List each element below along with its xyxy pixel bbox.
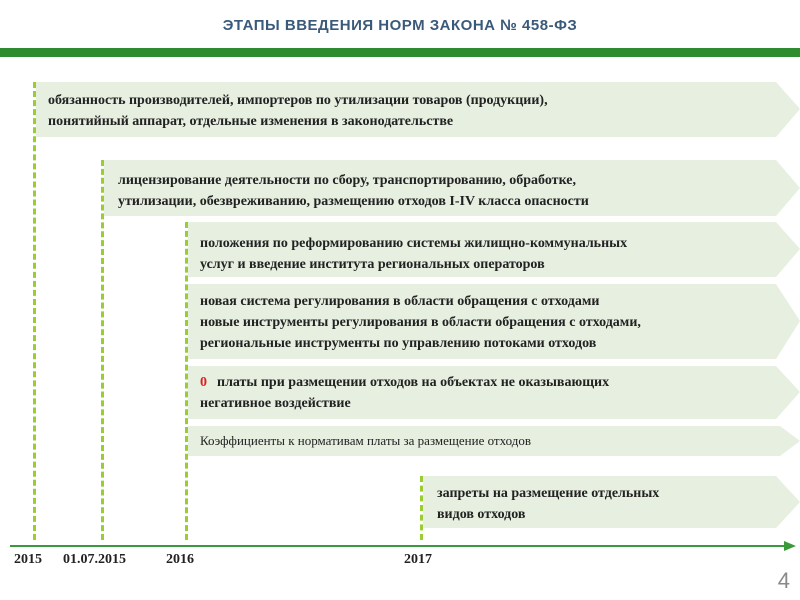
stage-text-6: Коэффициенты к нормативам платы за размещение отходов bbox=[200, 433, 531, 448]
stage-text-7: запреты на размещение отдельных видов отходов bbox=[437, 486, 660, 522]
timeline-marker-2015 bbox=[33, 82, 36, 540]
title-divider bbox=[0, 48, 800, 57]
stage-text-2: лицензирование деятельности по сбору, транспортированию, обработке, утилизации, обезвреживанию, размещению отходов I-IV класса опасности bbox=[118, 173, 589, 209]
stage-text-1: обязанность производителей, импортеров по утилизации товаров (продукции), понятийный аппарат, отдельные изменения в законодательстве bbox=[48, 93, 548, 129]
stage-box-3 bbox=[188, 222, 800, 277]
stage-box-1 bbox=[36, 82, 800, 137]
stage-text-4: новая система регулирования в области обращения с отходами новые инструменты регулирования в области обращения с отходами, региональные инструменты по управлению потоками отходов bbox=[200, 294, 641, 351]
timeline-marker-01-07-2015 bbox=[101, 160, 104, 540]
stage-text-5-body: платы при размещении отходов на объектах не оказывающих негативное воздействие bbox=[200, 375, 610, 411]
timeline-label-2015: 2015 bbox=[14, 552, 42, 567]
timeline-label-2016: 2016 bbox=[166, 552, 194, 567]
stage-box-7 bbox=[423, 476, 800, 528]
stage-text-3: положения по реформированию системы жилищно-коммунальных услуг и введение института региональных операторов bbox=[200, 236, 628, 272]
stage-box-2 bbox=[104, 160, 800, 216]
timeline-label-01-07-2015: 01.07.2015 bbox=[63, 552, 126, 567]
stage-box-4 bbox=[188, 284, 800, 359]
page-title: ЭТАПЫ ВВЕДЕНИЯ НОРМ ЗАКОНА № 458-ФЗ bbox=[222, 17, 578, 34]
stage-text-5 bbox=[200, 372, 609, 414]
zero-highlight: 0 bbox=[200, 375, 207, 390]
page-number: 4 bbox=[777, 568, 790, 593]
timeline-label-2017: 2017 bbox=[404, 552, 432, 567]
stage-box-6 bbox=[188, 426, 800, 456]
stage-box-5 bbox=[188, 366, 800, 419]
